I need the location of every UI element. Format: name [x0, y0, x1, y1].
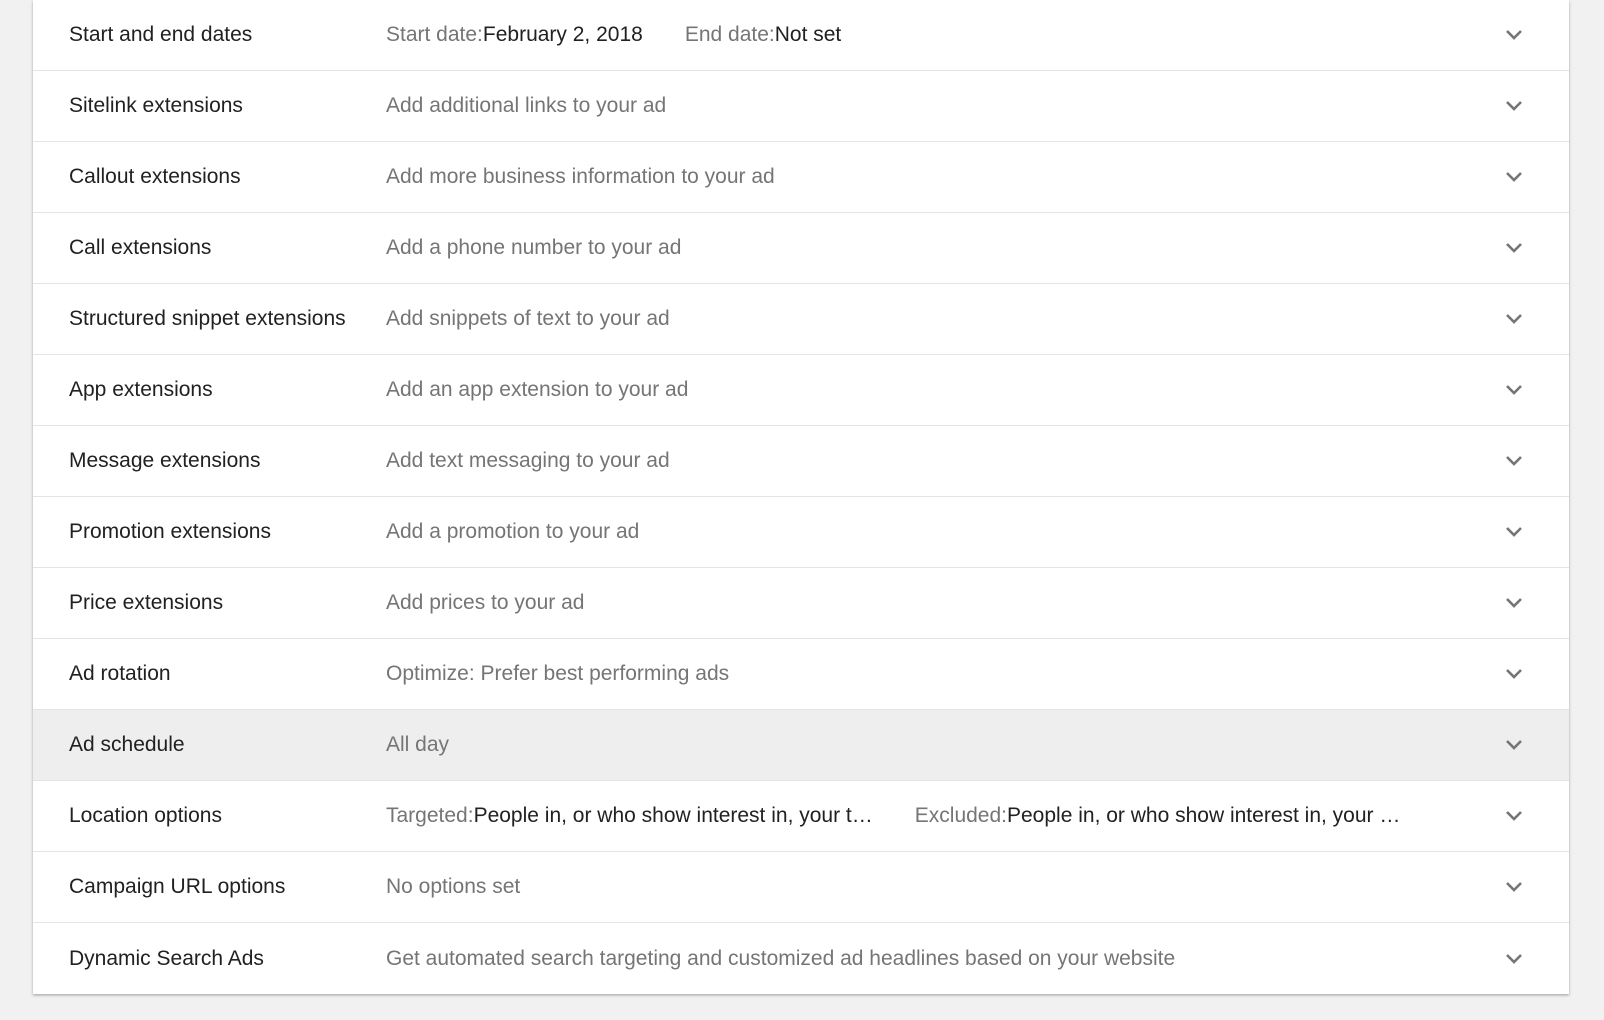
row-summary: Add a promotion to your ad [386, 520, 640, 543]
chevron-down-icon[interactable] [1504, 454, 1524, 468]
row-label: Sitelink extensions [69, 94, 243, 117]
chevron-down-icon[interactable] [1504, 667, 1524, 681]
row-summary: Add additional links to your ad [386, 94, 667, 117]
chevron-down-icon[interactable] [1504, 170, 1524, 184]
row-campaign-url-options[interactable] [33, 852, 1569, 923]
campaign-settings-card [33, 0, 1569, 994]
row-label: Structured snippet extensions [69, 307, 346, 330]
chevron-down-icon[interactable] [1504, 596, 1524, 610]
row-label: Promotion extensions [69, 520, 271, 543]
end-date-key: End date: [684, 23, 775, 46]
row-label: Ad schedule [69, 733, 185, 756]
chevron-down-icon[interactable] [1504, 241, 1524, 255]
row-label: Callout extensions [69, 165, 241, 188]
targeted-value: People in, or who show interest in, your t… [473, 804, 873, 827]
chevron-down-icon[interactable] [1504, 525, 1524, 539]
row-label: Call extensions [69, 236, 212, 259]
row-structured-snippet-extensions[interactable] [33, 284, 1569, 355]
row-ad-schedule[interactable] [33, 710, 1569, 781]
chevron-down-icon[interactable] [1504, 383, 1524, 397]
row-label: Campaign URL options [69, 875, 286, 898]
row-location-options[interactable] [33, 781, 1569, 852]
row-label: Dynamic Search Ads [69, 946, 264, 970]
row-label: Message extensions [69, 449, 261, 472]
row-label: Price extensions [69, 591, 224, 614]
row-price-extensions[interactable] [33, 568, 1569, 639]
excluded-key: Excluded: [914, 804, 1007, 827]
excluded-value: People in, or who show interest in, your … [1007, 804, 1401, 827]
row-start-end-dates[interactable] [33, 0, 1569, 71]
row-ad-rotation[interactable] [33, 639, 1569, 710]
end-date-pair [685, 23, 841, 47]
chevron-down-icon[interactable] [1504, 312, 1524, 326]
row-callout-extensions[interactable] [33, 142, 1569, 213]
chevron-down-icon[interactable] [1504, 738, 1524, 752]
row-summary: Optimize: Prefer best performing ads [386, 662, 730, 685]
row-summary: Get automated search targeting and customized ad headlines based on your website [386, 946, 1176, 970]
row-app-extensions[interactable] [33, 355, 1569, 426]
row-summary [386, 23, 1449, 47]
row-summary: Add prices to your ad [386, 591, 585, 614]
row-summary [386, 804, 1449, 828]
start-date-value: February 2, 2018 [482, 23, 643, 46]
row-sitelink-extensions[interactable] [33, 71, 1569, 142]
chevron-down-icon[interactable] [1504, 809, 1524, 823]
row-summary: Add text messaging to your ad [386, 449, 670, 472]
chevron-down-icon[interactable] [1504, 952, 1524, 966]
targeted-pair [386, 804, 873, 828]
row-label: Ad rotation [69, 662, 171, 685]
row-message-extensions[interactable] [33, 426, 1569, 497]
row-label: Start and end dates [69, 23, 253, 46]
row-label: App extensions [69, 378, 213, 401]
chevron-down-icon[interactable] [1504, 880, 1524, 894]
row-dynamic-search-ads[interactable] [33, 923, 1569, 994]
row-label: Location options [69, 804, 222, 827]
row-summary: No options set [386, 875, 521, 898]
targeted-key: Targeted: [386, 804, 474, 827]
row-summary: All day [386, 733, 450, 756]
excluded-pair [915, 804, 1401, 828]
row-promotion-extensions[interactable] [33, 497, 1569, 568]
end-date-value: Not set [774, 23, 842, 46]
chevron-down-icon[interactable] [1504, 99, 1524, 113]
row-call-extensions[interactable] [33, 213, 1569, 284]
row-summary: Add more business information to your ad [386, 165, 775, 188]
chevron-down-icon[interactable] [1504, 28, 1524, 42]
row-summary: Add snippets of text to your ad [386, 307, 670, 330]
row-summary: Add a phone number to your ad [386, 236, 682, 259]
start-date-key: Start date: [386, 23, 483, 46]
start-date-pair [386, 23, 643, 47]
row-summary: Add an app extension to your ad [386, 378, 689, 401]
